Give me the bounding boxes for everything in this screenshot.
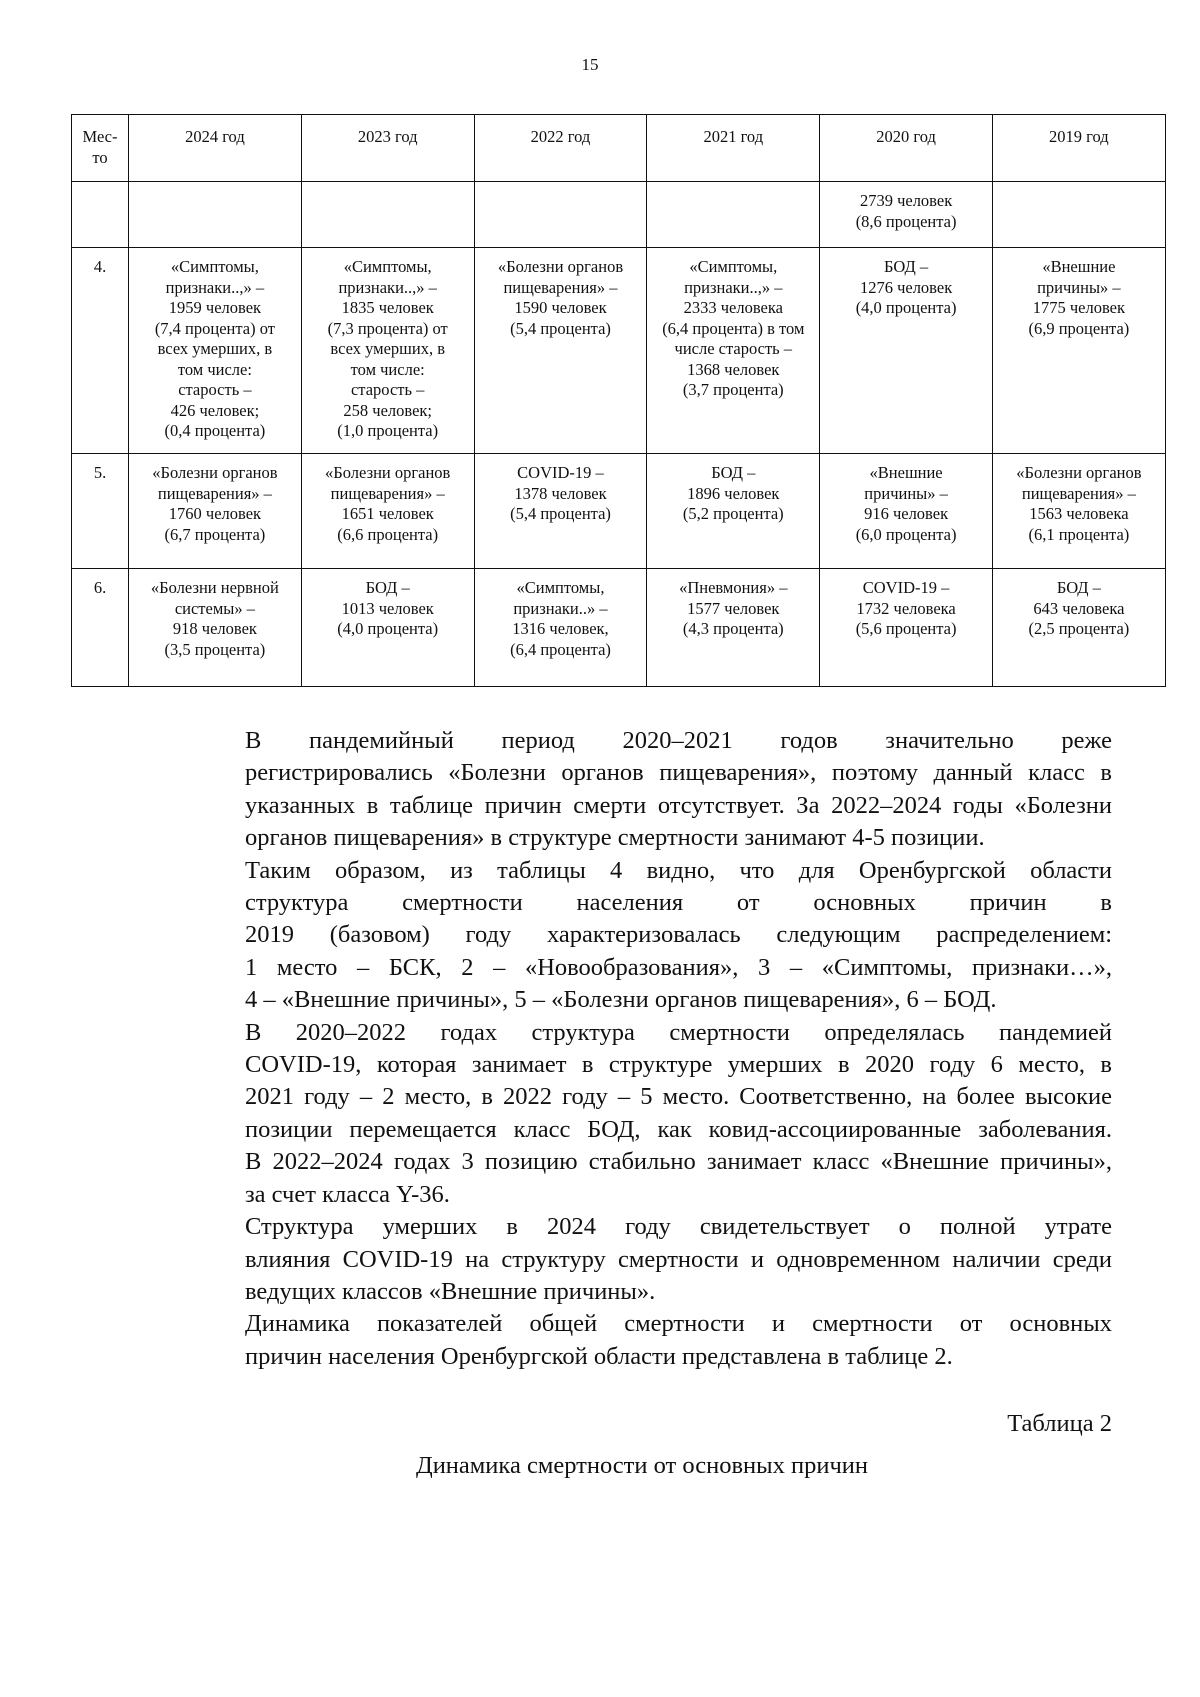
- cell-line: (6,6 процента): [337, 524, 439, 544]
- cell-line: (7,4 процента) от: [154, 318, 275, 338]
- place-cell: 5.: [72, 454, 129, 569]
- cell-line: 2333 человека: [683, 298, 783, 317]
- header-2024: 2024 год: [129, 115, 302, 182]
- table-cell: [301, 454, 474, 569]
- cell-line: (6,0 процента): [855, 524, 957, 544]
- table-cell: [129, 454, 302, 569]
- paragraph-line: Таким образом, из таблицы 4 видно, что для Оренбургской области: [245, 856, 1112, 884]
- table-cell: [647, 454, 820, 569]
- cell-line: (6,4 процента) в том: [662, 318, 805, 338]
- cell-line: признаки..» –: [513, 598, 608, 618]
- paragraph: [172, 725, 1112, 855]
- cell-line: 1896 человек: [687, 483, 780, 503]
- cell-line: 1959 человек: [168, 298, 262, 317]
- cell-line: системы» –: [174, 598, 255, 618]
- cell-line: старость –: [178, 380, 252, 399]
- cell-line: БОД –: [1056, 578, 1101, 597]
- cell-line: (3,7 процента): [682, 380, 784, 399]
- table-row: [72, 248, 1166, 454]
- table-cell: [992, 182, 1165, 248]
- paragraph-line: причин населения Оренбургской области представлена в таблице 2.: [245, 1342, 953, 1370]
- cell-line: 1368 человек: [687, 359, 780, 379]
- cell-line: 426 человек;: [170, 400, 260, 420]
- paragraph-line: В 2020–2022 годах структура смертности определялась пандемией: [245, 1018, 1112, 1046]
- cell-line: «Симптомы,: [170, 257, 259, 276]
- cell-line: том числе:: [350, 359, 425, 379]
- table-header-row: [72, 115, 1166, 182]
- cell-line: пищеварения» –: [330, 483, 445, 503]
- cell-line: «Болезни органов: [1016, 463, 1142, 482]
- cell-line: (7,3 процента) от: [327, 318, 448, 338]
- paragraph: [172, 855, 1112, 1017]
- cell-line: «Симптомы,: [343, 257, 432, 276]
- cell-line: причины» –: [864, 483, 948, 503]
- cell-line: «Внешние: [1042, 257, 1116, 276]
- page-number: 15: [581, 55, 599, 74]
- mortality-structure-table: [71, 114, 1166, 687]
- place-cell: 4.: [72, 248, 129, 454]
- paragraph: [172, 1308, 1112, 1373]
- cell-line: 918 человек: [172, 619, 257, 638]
- paragraph-line: COVID-19, которая занимает в структуре умерших в 2020 году 6 место, в: [245, 1051, 1112, 1079]
- cell-line: (2,5 процента): [1028, 619, 1130, 638]
- cell-line: (6,1 процента): [1028, 524, 1130, 544]
- cell-line: (1,0 процента): [337, 421, 439, 440]
- cell-line: «Симптомы,: [516, 578, 605, 597]
- cell-line: 1760 человек: [168, 504, 262, 523]
- paragraph-line: позиции перемещается класс БОД, как ковид-ассоциированные заболевания.: [245, 1115, 1112, 1143]
- cell-line: COVID-19 –: [862, 578, 950, 597]
- cell-line: БОД –: [884, 257, 929, 276]
- cell-line: признаки..,» –: [684, 277, 783, 297]
- cell-line: (0,4 процента): [164, 421, 266, 440]
- cell-line: (4,0 процента): [337, 619, 439, 638]
- cell-line: причины» –: [1037, 277, 1121, 297]
- table-row: [72, 454, 1166, 569]
- table-label: Таблица 2: [1007, 1410, 1112, 1437]
- cell-line: 1013 человек: [341, 598, 434, 618]
- cell-line: 1563 человека: [1029, 504, 1129, 523]
- table-cell: [820, 248, 993, 454]
- cell-line: «Внешние: [869, 463, 943, 482]
- cell-line: 1835 человек: [341, 298, 434, 317]
- paragraph-line: 2019 (базовом) году характеризовалась следующим распределением:: [245, 921, 1112, 949]
- cell-line: 258 человек;: [343, 400, 432, 420]
- table-cell: [301, 248, 474, 454]
- cell-line: «Болезни нервной: [150, 578, 279, 597]
- table-cell: [129, 182, 302, 248]
- paragraph-line: влияния COVID-19 на структуру смертности и одновременном наличии среди: [245, 1245, 1112, 1273]
- paragraph-line: Динамика показателей общей смертности и смертности от основных: [245, 1310, 1112, 1338]
- header-2021: 2021 год: [647, 115, 820, 182]
- cell-line: 1577 человек: [687, 598, 780, 618]
- table-cell: [129, 248, 302, 454]
- paragraph: [172, 1211, 1112, 1308]
- table-cell: [647, 569, 820, 687]
- cell-line: 1590 человек: [514, 298, 607, 317]
- table-cell: [647, 182, 820, 248]
- table-cell: [474, 248, 647, 454]
- cell-line: (3,5 процента): [164, 639, 266, 659]
- cell-line: старость –: [350, 380, 425, 399]
- cell-line: 1775 человек: [1032, 298, 1126, 317]
- cell-line: (4,3 процента): [682, 619, 784, 638]
- cell-line: 1378 человек: [514, 483, 607, 503]
- cell-line: «Болезни органов: [325, 463, 451, 482]
- paragraph-line: Структура умерших в 2024 году свидетельствует о полной утрате: [245, 1213, 1112, 1241]
- cell-line: (5,6 процента): [855, 619, 957, 638]
- paragraph-line: указанных в таблице причин смерти отсутствует. За 2022–2024 годы «Болезни: [245, 791, 1112, 819]
- table-cell: [820, 182, 993, 248]
- table-cell: [820, 454, 993, 569]
- cell-line: пищеварения» –: [503, 277, 618, 297]
- paragraph-line: 2021 году – 2 место, в 2022 году – 5 место. Соответственно, на более высокие: [245, 1083, 1112, 1111]
- paragraph-line: В 2022–2024 годах 3 позицию стабильно занимает класс «Внешние причины»,: [245, 1148, 1112, 1176]
- table-cell: [301, 182, 474, 248]
- cell-line: признаки..,» –: [338, 277, 437, 297]
- cell-line: пищеварения» –: [1021, 483, 1136, 503]
- header-place: Мес-то: [72, 115, 129, 182]
- cell-line: БОД –: [711, 463, 756, 482]
- table-row: [72, 569, 1166, 687]
- cell-line: БОД –: [365, 578, 410, 597]
- paragraph-line: структура смертности населения от основных причин в: [245, 889, 1112, 917]
- table-cell: [647, 248, 820, 454]
- cell-line: 1732 человека: [856, 598, 956, 618]
- cell-line: том числе:: [177, 359, 252, 379]
- paragraph-line: 4 – «Внешние причины», 5 – «Болезни органов пищеварения», 6 – БОД.: [245, 986, 997, 1014]
- table-cell: [474, 569, 647, 687]
- cell-line: 2739 человек: [859, 191, 953, 210]
- table-cell: [129, 569, 302, 687]
- cell-line: «Болезни органов: [497, 257, 624, 276]
- cell-line: 1276 человек: [859, 277, 953, 297]
- cell-line: всех умерших, в: [157, 339, 273, 358]
- cell-line: «Болезни органов: [152, 463, 278, 482]
- table-caption: Динамика смертности от основных причин: [415, 1452, 869, 1479]
- cell-line: «Симптомы,: [689, 257, 778, 276]
- cell-line: (6,4 процента): [510, 639, 611, 659]
- table-cell: [992, 569, 1165, 687]
- paragraph-line: за счет класса Y-36.: [245, 1180, 450, 1208]
- paragraph-line: регистрировались «Болезни органов пищеварения», поэтому данный класс в: [245, 759, 1112, 787]
- paragraph-line: органов пищеварения» в структуре смертности занимают 4-5 позиции.: [245, 824, 985, 852]
- cell-line: (5,4 процента): [510, 504, 611, 523]
- cell-line: пищеварения» –: [157, 483, 272, 503]
- paragraph: [172, 1017, 1112, 1211]
- place-cell: [72, 182, 129, 248]
- table-cell: [474, 182, 647, 248]
- header-2022: 2022 год: [474, 115, 647, 182]
- cell-line: числе старость –: [674, 339, 793, 358]
- header-2019: 2019 год: [992, 115, 1165, 182]
- paragraph-line: В пандемийный период 2020–2021 годов значительно реже: [245, 727, 1112, 754]
- cell-line: (6,7 процента): [164, 524, 266, 544]
- cell-line: (5,2 процента): [682, 504, 784, 523]
- table-cell: [992, 454, 1165, 569]
- header-2020: 2020 год: [820, 115, 993, 182]
- paragraph-line: ведущих классов «Внешние причины».: [245, 1277, 656, 1305]
- table-cell: [992, 248, 1165, 454]
- cell-line: COVID-19 –: [517, 463, 604, 482]
- cell-line: (4,0 процента): [855, 298, 957, 317]
- cell-line: «Пневмония» –: [679, 578, 788, 597]
- cell-line: 643 человека: [1033, 598, 1125, 618]
- body-text: [172, 725, 1112, 1373]
- cell-line: 1651 человек: [341, 504, 434, 523]
- cell-line: 1316 человек,: [512, 619, 609, 638]
- table-row: [72, 182, 1166, 248]
- header-2023: 2023 год: [301, 115, 474, 182]
- table-cell: [474, 454, 647, 569]
- cell-line: (8,6 процента): [855, 211, 957, 231]
- paragraph-line: 1 место – БСК, 2 – «Новообразования», 3 – «Симптомы, признаки…»,: [245, 953, 1112, 981]
- table-cell: [820, 569, 993, 687]
- cell-line: 916 человек: [864, 504, 949, 523]
- cell-line: (5,4 процента): [510, 318, 611, 338]
- place-cell: 6.: [72, 569, 129, 687]
- table-cell: [301, 569, 474, 687]
- cell-line: признаки..,» –: [165, 277, 265, 297]
- cell-line: (6,9 процента): [1028, 318, 1130, 338]
- cell-line: всех умерших, в: [330, 339, 445, 358]
